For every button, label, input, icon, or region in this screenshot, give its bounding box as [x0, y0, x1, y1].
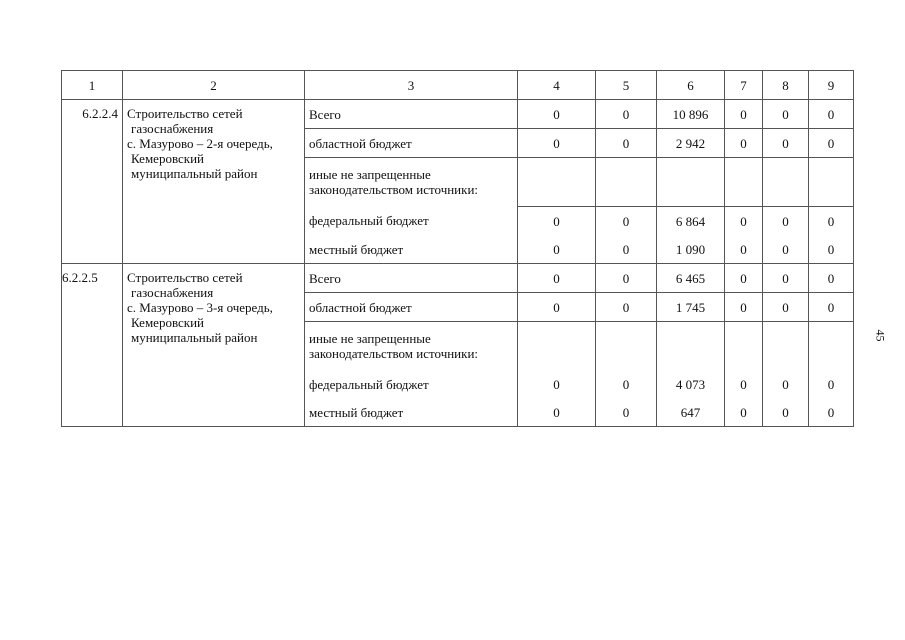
- value-cell: 0: [809, 398, 854, 427]
- value-cell: 0: [809, 129, 854, 158]
- value-cell: [657, 158, 725, 207]
- value-cell: 0: [725, 100, 763, 129]
- value-cell: 0: [725, 264, 763, 293]
- value-cell: 0: [763, 129, 809, 158]
- value-cell: [763, 322, 809, 371]
- value-cell: 0: [809, 100, 854, 129]
- value-cell: 0: [518, 100, 596, 129]
- value-cell: 647: [657, 398, 725, 427]
- item-name-line: газоснабжения: [131, 285, 214, 300]
- item-code: 6.2.2.5: [62, 264, 123, 427]
- header-cell-2: 2: [123, 71, 305, 100]
- value-cell: [657, 322, 725, 371]
- source-cell: областной бюджет: [305, 293, 518, 322]
- value-cell: 0: [518, 398, 596, 427]
- value-cell: 0: [518, 207, 596, 236]
- item-name-line: Кемеровский: [131, 315, 205, 330]
- item-name-line: с. Мазурово – 2-я очередь,: [127, 136, 273, 151]
- table-row: [62, 100, 854, 129]
- value-cell: 0: [596, 264, 657, 293]
- value-cell: 0: [763, 235, 809, 264]
- item-name-line: Строительство сетей: [127, 106, 243, 121]
- page-number: 45: [873, 329, 888, 342]
- item-name: [123, 100, 305, 264]
- item-name-line: с. Мазурово – 3-я очередь,: [127, 300, 273, 315]
- value-cell: 0: [725, 129, 763, 158]
- source-cell: федеральный бюджет: [305, 207, 518, 236]
- value-cell: 0: [518, 293, 596, 322]
- value-cell: 0: [763, 370, 809, 398]
- value-cell: 0: [596, 207, 657, 236]
- header-cell-6: 6: [657, 71, 725, 100]
- value-cell: 1 745: [657, 293, 725, 322]
- item-code: 6.2.2.4: [62, 100, 123, 264]
- source-cell: Всего: [305, 100, 518, 129]
- source-cell: иные не запрещенные законодательством источники:: [305, 322, 518, 371]
- source-cell: местный бюджет: [305, 398, 518, 427]
- funding-table: [61, 70, 854, 427]
- item-name-line: муниципальный район: [131, 166, 258, 181]
- value-cell: 0: [763, 398, 809, 427]
- value-cell: [809, 322, 854, 371]
- value-cell: 0: [596, 293, 657, 322]
- item-name-line: Кемеровский: [131, 151, 205, 166]
- value-cell: 0: [596, 398, 657, 427]
- value-cell: 0: [809, 207, 854, 236]
- source-cell: иные не запрещенные законодательством источники:: [305, 158, 518, 207]
- value-cell: 1 090: [657, 235, 725, 264]
- value-cell: 0: [725, 370, 763, 398]
- table-row: [62, 264, 854, 293]
- header-cell-1: 1: [62, 71, 123, 100]
- value-cell: 0: [518, 129, 596, 158]
- value-cell: 0: [725, 235, 763, 264]
- item-name: [123, 264, 305, 427]
- value-cell: 6 465: [657, 264, 725, 293]
- header-cell-7: 7: [725, 71, 763, 100]
- value-cell: 0: [809, 235, 854, 264]
- header-row: [62, 71, 854, 100]
- value-cell: 0: [596, 100, 657, 129]
- value-cell: 0: [809, 293, 854, 322]
- value-cell: [763, 158, 809, 207]
- value-cell: 0: [596, 235, 657, 264]
- value-cell: 0: [763, 100, 809, 129]
- value-cell: 2 942: [657, 129, 725, 158]
- item-name-line: газоснабжения: [131, 121, 214, 136]
- value-cell: 0: [763, 264, 809, 293]
- value-cell: [809, 158, 854, 207]
- value-cell: 0: [809, 264, 854, 293]
- value-cell: 0: [518, 264, 596, 293]
- value-cell: [518, 322, 596, 371]
- value-cell: [596, 322, 657, 371]
- value-cell: 4 073: [657, 370, 725, 398]
- header-cell-8: 8: [763, 71, 809, 100]
- value-cell: 0: [725, 207, 763, 236]
- value-cell: 0: [596, 370, 657, 398]
- value-cell: [596, 158, 657, 207]
- value-cell: 0: [518, 370, 596, 398]
- value-cell: 6 864: [657, 207, 725, 236]
- source-cell: Всего: [305, 264, 518, 293]
- value-cell: 0: [809, 370, 854, 398]
- value-cell: 0: [518, 235, 596, 264]
- item-name-line: Строительство сетей: [127, 270, 243, 285]
- source-cell: областной бюджет: [305, 129, 518, 158]
- value-cell: 0: [725, 293, 763, 322]
- header-cell-9: 9: [809, 71, 854, 100]
- value-cell: [518, 158, 596, 207]
- source-cell: федеральный бюджет: [305, 370, 518, 398]
- value-cell: [725, 158, 763, 207]
- source-cell: местный бюджет: [305, 235, 518, 264]
- header-cell-5: 5: [596, 71, 657, 100]
- header-cell-3: 3: [305, 71, 518, 100]
- value-cell: 10 896: [657, 100, 725, 129]
- header-cell-4: 4: [518, 71, 596, 100]
- item-name-line: муниципальный район: [131, 330, 258, 345]
- value-cell: [725, 322, 763, 371]
- value-cell: 0: [725, 398, 763, 427]
- value-cell: 0: [596, 129, 657, 158]
- value-cell: 0: [763, 293, 809, 322]
- value-cell: 0: [763, 207, 809, 236]
